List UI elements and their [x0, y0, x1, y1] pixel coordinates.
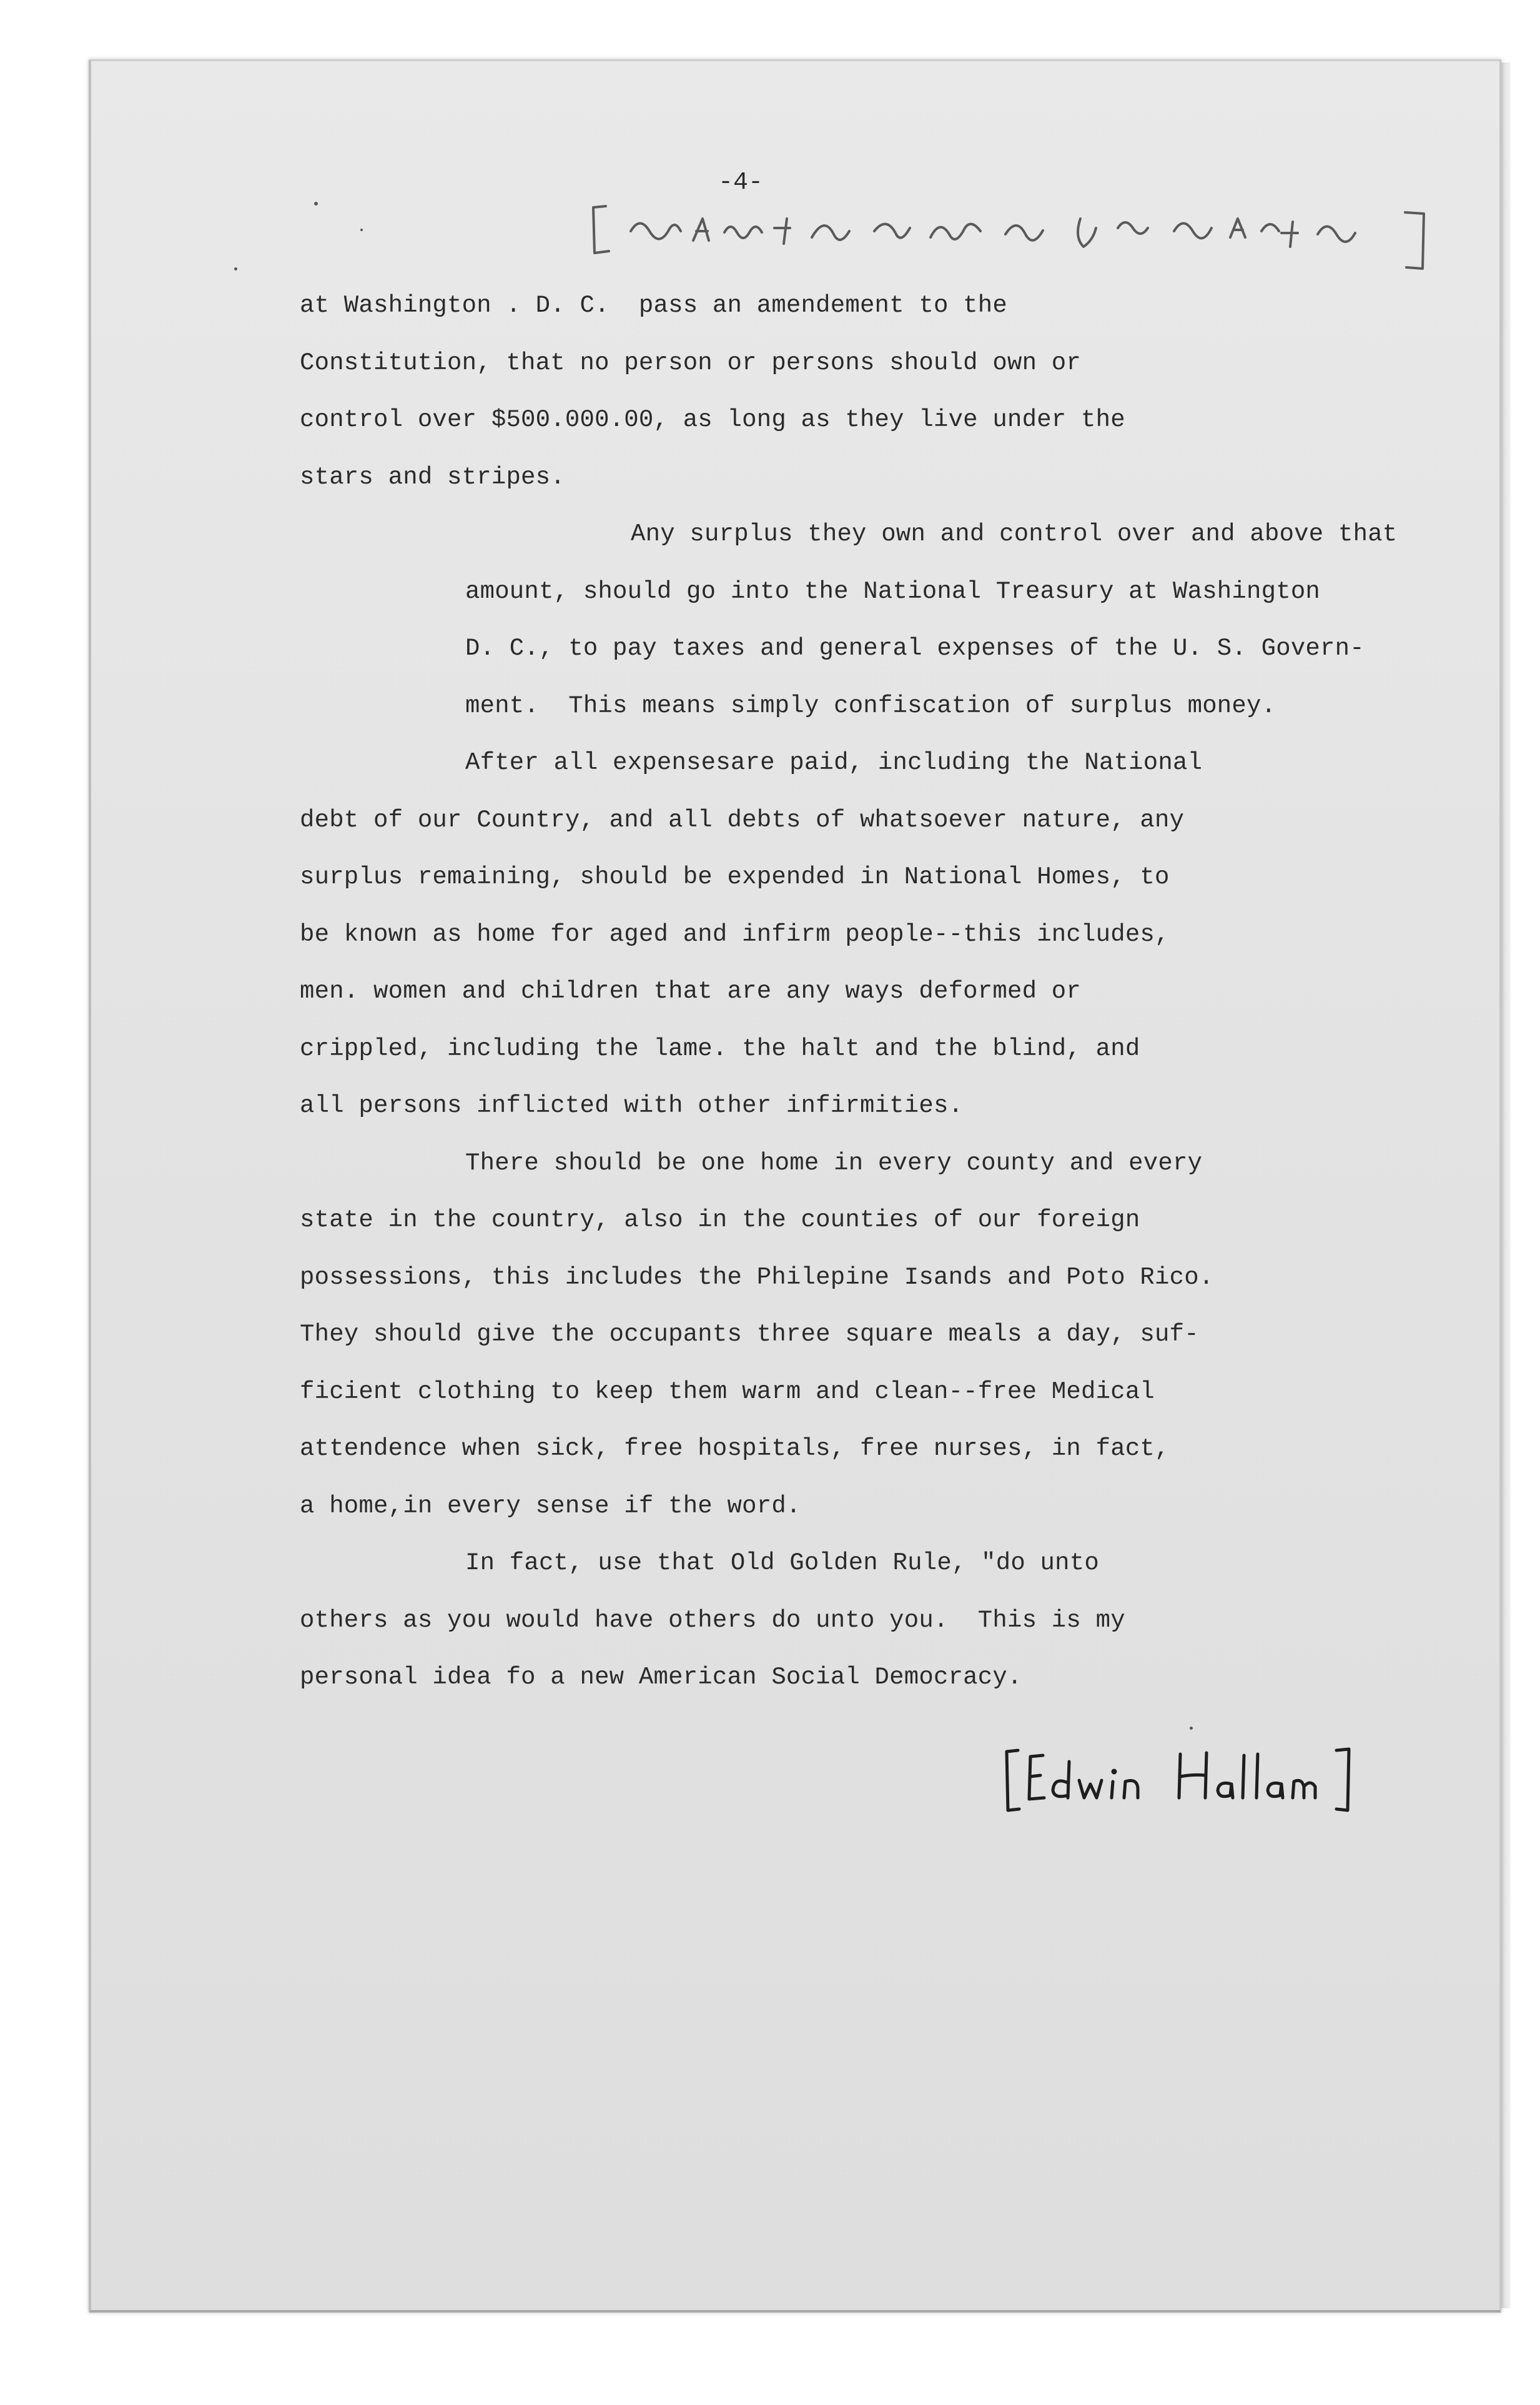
text-line: In fact, use that Old Golden Rule, "do unto	[465, 1549, 1099, 1577]
text-line: stars and stripes.	[300, 463, 565, 491]
text-line: ment. This means simply confiscation of surplus money.	[465, 692, 1276, 720]
paragraph-3	[300, 735, 1411, 1135]
paragraph-2	[300, 506, 1411, 735]
text-line: debt of our Country, and all debts of whatsoever nature, any	[300, 806, 1185, 834]
text-line: Constitution, that no person or persons should own or	[300, 349, 1082, 377]
document-body	[300, 277, 1411, 1707]
text-line: D. C., to pay taxes and general expenses of the U. S. Govern-	[465, 635, 1365, 662]
text-line: ficient clothing to keep them warm and clean--free Medical	[300, 1377, 1155, 1406]
text-line: be known as home for aged and infirm people--this includes,	[300, 920, 1170, 948]
page-number: -4-	[718, 169, 764, 197]
text-line: attendence when sick, free hospitals, free nurses, in fact,	[300, 1435, 1170, 1462]
text-line: After all expensesare paid, including the National	[465, 749, 1203, 776]
text-line: personal idea fo a new American Social Democracy.	[300, 1664, 1022, 1691]
text-line: crippled, including the lame. the halt and the blind, and	[300, 1034, 1140, 1063]
text-line: state in the country, also in the counties of our foreign	[300, 1206, 1140, 1234]
text-line: at Washington . D. C. pass an amendement to the	[300, 292, 1007, 319]
text-line: a home,in every sense if the word.	[300, 1492, 801, 1520]
handwritten-signature	[999, 1737, 1399, 1824]
text-line: Any surplus they own and control over and above that	[631, 520, 1398, 548]
text-line: possessions, this includes the Philepine Isands and Poto Rico.	[300, 1263, 1214, 1291]
text-line: There should be one home in every county and every	[465, 1149, 1203, 1177]
text-line: control over $500.000.00, as long as they live under the	[300, 406, 1125, 434]
text-line: men. women and children that are any ways deformed or	[300, 978, 1082, 1005]
text-line: others as you would have others do unto you. This is my	[300, 1606, 1125, 1634]
paragraph-4	[300, 1135, 1411, 1535]
paragraph-1	[300, 277, 1411, 506]
text-line: all persons inflicted with other infirmities.	[300, 1092, 964, 1119]
text-line: They should give the occupants three square meals a day, suf-	[300, 1321, 1199, 1348]
paragraph-5	[300, 1535, 1411, 1707]
text-line: amount, should go into the National Treasury at Washington	[465, 577, 1321, 605]
text-line: surplus remaining, should be expended in National Homes, to	[300, 863, 1170, 891]
